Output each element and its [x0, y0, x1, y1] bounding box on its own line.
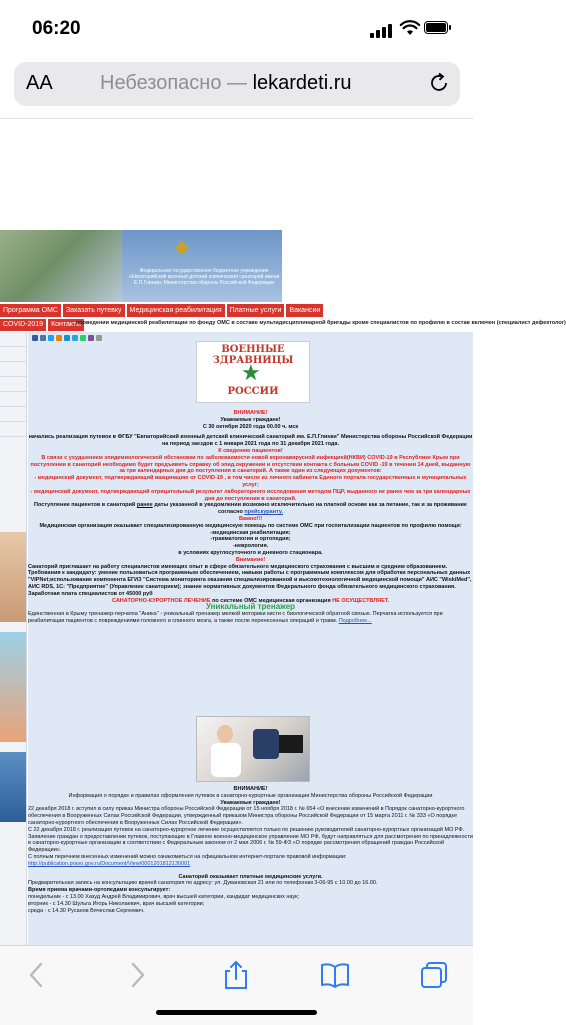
mail-icon[interactable] — [64, 335, 70, 341]
annika-text — [28, 611, 473, 625]
logo-text-top: ВОЕННЫЕ ЗДРАВНИЦЫ — [212, 344, 294, 366]
nav-paid[interactable]: Платные услуги — [227, 304, 285, 317]
arrival-part-b: даты указанной в уведомлении возможно исключительно на платной основе как за питание, так и за проживание согласно — [152, 502, 467, 516]
sidebar-item[interactable] — [0, 422, 26, 437]
text-size-label: AA — [26, 72, 53, 94]
attention3-heading: ВНИМАНИЕ! — [233, 786, 268, 792]
battery-icon — [424, 21, 448, 34]
sidebar-item[interactable] — [0, 332, 26, 347]
divider — [0, 118, 473, 119]
text-size-button[interactable] — [26, 72, 53, 95]
decree-text-1: 22 декабря 2018 г. вступил в силу приказ Министра обороны Российской Федерации от 15 ноября 2018 г. № 654 «О внесении изменений в Порядок санаторно-курортного обеспечения в Вооруженных Силах Российской Федерации, утвержденный приказом Министра обороны Российской Федерации от 15 марта 2011 г. № 333 «О порядке санаторно-курортного обеспечения в Вооруженных Силах Российской Федерации». — [28, 806, 465, 826]
profile-rehab: -медицинская реабилитация; — [210, 529, 291, 536]
twitter-icon[interactable] — [48, 335, 54, 341]
vk-icon[interactable] — [40, 335, 46, 341]
jobs-text: Санаторий приглашает на работу специалистов имеющих опыт в сфере обязательного медицинского страхования с высшим и средним образованием. — [28, 563, 448, 570]
attention2-heading: Внимание! — [235, 556, 266, 563]
sidebar-oms-banner[interactable] — [0, 752, 26, 822]
schedule-title: Время приема врачами-ортопедами консультирует: — [28, 887, 171, 894]
sale-period: на период заездов с 1 января 2021 года по 31 декабря 2021 года. — [161, 441, 340, 448]
unique-trainer-heading: Уникальный тренажер — [205, 602, 296, 612]
covid-text: В связи с ухудшением эпидемиологической обстановки по заболеваемости новой коронавирусной инфекцией(НКВИ) COVID-19 в Республике Крым при поступлении в санаторий необходимо будет предъявить справку об эпид.окружении и отсутствии контакта с больным COVID -19 в течении 14 дней, выданную за три календарных дня до поступления в санаторий. А также один из следующих документов: — [30, 454, 471, 475]
nav-covid[interactable]: COVID-2019 — [0, 319, 46, 331]
spa-part-b: по системе ОМС медицинская организация — [210, 597, 333, 604]
profile-neuro: -неврология. — [232, 543, 269, 550]
nav-order[interactable]: Заказать путевку — [63, 304, 125, 317]
more-link[interactable]: Подробнее... — [338, 617, 372, 624]
price-list-link[interactable]: прейскуранту. — [244, 509, 283, 516]
nav-contacts[interactable]: Контакты — [48, 319, 84, 331]
dear2-text: Уважаемые граждане! — [220, 799, 281, 806]
facebook-icon[interactable] — [32, 335, 38, 341]
share-icon[interactable] — [221, 960, 251, 990]
info-block — [28, 786, 473, 914]
banner-photo — [0, 230, 122, 302]
nav-oms[interactable]: Программа ОМС — [0, 304, 61, 317]
oms-text: Медицинская организация оказывает специализированную медицинскую помощь по системе ОМС при госпитализации пациентов по профилю помощи: — [39, 522, 462, 529]
spa-part-a: САНАТОРНО-КУРОРТНОЕ ЛЕЧЕНИЕ — [111, 597, 211, 604]
sale-date: С 30 октября 2020 года 00.00 ч. мск — [202, 423, 299, 430]
spa-part-c: НЕ ОСУЩЕСТВЛЯЕТ. — [332, 597, 390, 604]
decree-text-2: С 22 декабря 2018 г. реализация путевок на санаторно-курортное лечение осуществляется только по решению руководителей санаторно-курортных организаций МО РФ. Заявление граждан о предоставлении путевок, поступающие в Главное военно-медицинское управление МО РФ, будут направляться для рассмотрения по принадлежности в санаторно-курортные организации в соответствии с Федеральным законом от 2 мая 2006 г. № 59-ФЗ «О порядке рассмотрения обращений граждан Российской Федерации». — [28, 826, 473, 854]
reload-icon[interactable] — [428, 72, 450, 94]
wifi-icon — [400, 20, 420, 36]
annika-description: Единственная в Крыму тренажер-перчатка "Аника" - уникальный тренажер мелкой моторики кисти с биологической обратной связью. Перчатка используется при реабилитации пациентов с повреждениями головного и спинного мозга, а также после перенесенных операций и травм. — [28, 611, 443, 624]
sidebar-item[interactable] — [0, 347, 26, 362]
important-heading: Важно!!! — [238, 515, 263, 522]
attention-heading: ВНИМАНИЕ! — [233, 410, 268, 416]
main-content — [28, 332, 473, 945]
status-time: 06:20 — [32, 18, 81, 39]
ok-icon[interactable] — [56, 335, 62, 341]
sidebar-item[interactable] — [0, 407, 26, 422]
nav-rehab[interactable]: Медицинская реабилитация — [127, 304, 225, 317]
sidebar-item[interactable] — [0, 362, 26, 377]
profile-trauma: -травматология и ортопедия; — [210, 536, 291, 543]
notice-heading: К сведению пациентов! — [218, 447, 283, 454]
schedule-monday: понедельник - с 13.00 Хазуд Андрей Владимирович, врач высшей категории, кандидат медицинских наук; — [28, 893, 300, 900]
full-list-text — [28, 854, 473, 868]
arrival-underline: ранее — [136, 502, 153, 509]
covid-doc2: - медицинский документ, подтверждающий отрицательный результат лабораторного исследования методом ПЦР, выданного не ранее чем за три календарных дня до поступления в санаторий. — [30, 488, 471, 502]
sidebar-item[interactable] — [0, 392, 26, 407]
forward-icon[interactable] — [122, 960, 152, 990]
url-security-prefix: Небезопасно — — [100, 72, 253, 94]
status-bar — [0, 0, 473, 58]
viber-icon[interactable] — [88, 335, 94, 341]
paid-services-heading: Санаторий оказывает платные медицинские услуги. — [178, 873, 323, 880]
article-block — [28, 410, 473, 625]
cellular-signal-icon — [370, 22, 396, 38]
eagle-emblem-icon: ✦ — [170, 233, 194, 264]
news-ticker: проведении медицинской реабилитации по фонду ОМС в составе мультидисциплинарной бригады кроме специалистов по профилю в состав включен (специалист дефектолог) — [76, 320, 566, 326]
tabs-icon[interactable] — [419, 960, 449, 990]
info-text: Информация о порядке и правилах оформления путевок в санаторно-курортные организации Министерства обороны Российской Федерации — [68, 792, 433, 799]
url-domain: lekardeti.ru — [252, 72, 352, 94]
glove-trainer-photo — [196, 716, 310, 782]
bookmarks-icon[interactable] — [320, 960, 350, 990]
site-banner — [0, 230, 282, 302]
site-nav — [0, 304, 321, 317]
arrival-text — [28, 502, 473, 516]
requirements-text: Требования к кандидату: умение пользоваться программным обеспечением, навыки работы с программным комплексом для обработки персональных данных "VIPNet;использование компонента ЕГИЗ "Система мониторинга оказания специализированной и высокотехнологичной медицинской помощи" АИС "WiskiMed", АИС RDS, 1С: "Предприятие" (Управление санаторием); знание нормативных документов Федерального фонда обязательного медицинского страхования. — [28, 570, 472, 590]
left-sidebar — [0, 332, 27, 945]
sale-text: начались реализация путевок в ФГБУ "Евпаторийский военный детский клинический санаторий им. Е.П.Глинки" Министерства обороны Российской Федерации — [28, 434, 473, 441]
dear-citizens: Уважаемые граждане! — [220, 416, 281, 423]
pravo-link[interactable]: http://publication.pravo.gov.ru/Document/View/0001201812130001 — [28, 860, 191, 867]
sidebar-image[interactable] — [0, 632, 26, 742]
covid-doc1: - медицинский документ, подтверждающий вакцинацию от COVID-19 , в том числе из личного кабинета Единого портала государственных и муниципальных услуг; — [34, 475, 467, 488]
nav-vacancies[interactable]: Вакансии — [286, 304, 323, 317]
home-indicator[interactable] — [156, 1010, 317, 1015]
sidebar-item[interactable] — [0, 377, 26, 392]
banner-emblem-area — [122, 230, 282, 302]
schedule-tuesday: вторник - с 14.30 Шульга Игорь Николаевич, врач высшей категории; — [28, 900, 205, 907]
star-emblem-icon: ★ — [241, 360, 261, 385]
site-nav-secondary — [0, 319, 82, 331]
print-icon[interactable] — [96, 335, 102, 341]
banner-text: Федеральное государственное бюджетное учреждение «Евпаторийский военный детский клинический санаторий имени Е.П.Глинки» Министерства обороны Российской Федерации — [128, 268, 280, 286]
full-list-label: С полным перечнем внесенных изменений можно ознакомиться на официальном интернет-портале правовой информации: — [28, 853, 347, 860]
back-icon[interactable] — [22, 960, 52, 990]
schedule-wednesday: среда - с 14.30 Русанов Вячеслав Сергеевич. — [28, 907, 145, 914]
share-icons[interactable] — [32, 335, 102, 341]
military-resorts-logo — [196, 341, 310, 403]
url-text[interactable] — [100, 72, 352, 95]
arrival-part-a: Поступление пациентов в санаторий — [34, 502, 137, 509]
appointment-text: Предварительная запись на консультацию врачей санатория по адресу: ул. Дувановская 21 или по телефонам 3-06-95 с 10.00 до 16.00. — [28, 880, 378, 887]
whatsapp-icon[interactable] — [80, 335, 86, 341]
address-bar[interactable] — [14, 62, 460, 106]
logo-text-bottom: РОССИИ — [227, 386, 279, 397]
salary-text: Заработная плата специалистов от 45000 руб — [28, 590, 153, 597]
profile-conditions: в условиях круглосуточного и дневного стационара. — [178, 549, 323, 556]
telegram-icon[interactable] — [72, 335, 78, 341]
web-page[interactable] — [0, 230, 566, 945]
sidebar-image[interactable] — [0, 532, 26, 622]
